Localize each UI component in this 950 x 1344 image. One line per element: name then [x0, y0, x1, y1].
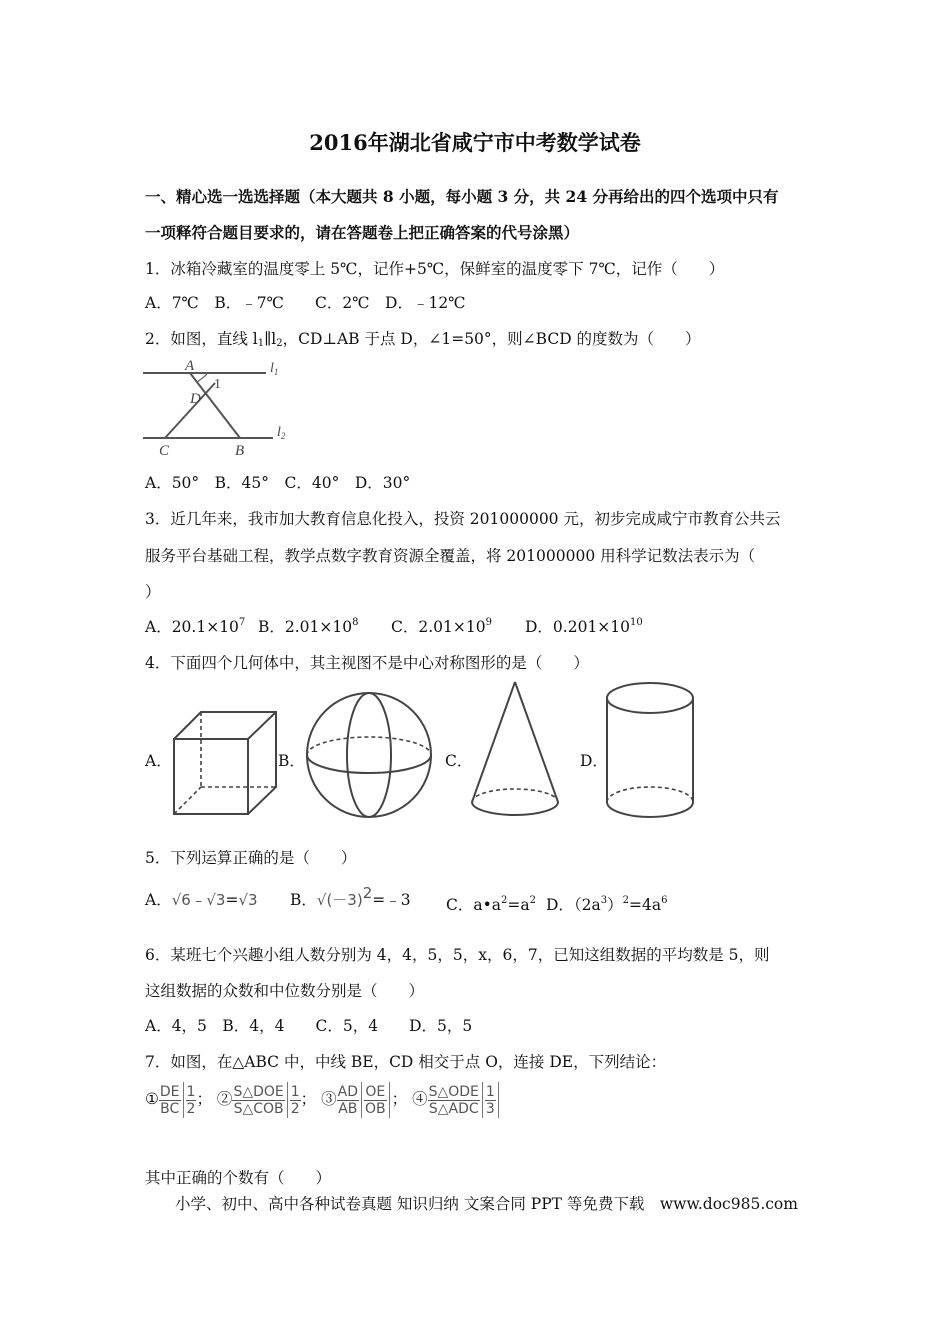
q7-tail: 其中正确的个数有（ ） [145, 1169, 332, 1187]
q2-label-l2: $l_2$ [277, 425, 286, 441]
q2-label-1: 1 [214, 377, 221, 392]
q7-conclusions [145, 1082, 501, 1118]
q4-label-d: D． [580, 752, 608, 770]
conclusion-2: ② $\frac{\text{S△DOE}}{\text{S△COB}}$ $\frac{1}{2}$ ； [216, 1083, 317, 1117]
q2-label-B: B [235, 443, 245, 459]
q1-stem: 1．冰箱冷藏室的温度零上 5℃，记作+5℃，保鲜室的温度零下 7℃，记作（ ） [145, 260, 725, 278]
q7-stem: 7．如图，在△ABC 中，中线 BE，CD 相交于点 O，连接 DE，下列结论： [145, 1053, 667, 1071]
q2-stem: 2．如图，直线 $l_1\parallel l_2$，CD⊥AB 于点 D，∠1=50°，则∠BCD 的度数为（ ） [145, 330, 701, 349]
q3-option-c: C．$2.01\times 10^9$ [391, 617, 492, 636]
q2-label-D: D [190, 391, 201, 407]
q2-label-l1: $l_1$ [270, 361, 279, 377]
q5-option-a: A．√6﹣√3=√3 [145, 891, 258, 909]
section-heading-line1: 一、精心选一选选择题（本大题共 8 小题，每小题 3 分，共 24 分再给出的四个选项中只有 [145, 187, 779, 206]
q4-label-b: B． [278, 752, 305, 770]
q6-line1: 6．某班七个兴趣小组人数分别为 4，4，5，5，x，6，7，已知这组数据的平均数是 5，则 [145, 946, 770, 964]
q3-line1: 3．近几年来，我市加大教育信息化投入，投资 201000000 元，初步完成咸宁市教育公共云 [145, 510, 781, 528]
q3-option-a: A．$20.1\times 10^7$ [145, 617, 246, 636]
q2-figure [143, 356, 288, 458]
cylinder-figure [604, 680, 696, 820]
q5-stem: 5．下列运算正确的是（ ） [145, 849, 357, 867]
q3-line3: ） [145, 583, 161, 601]
q5-option-d: D．$(2a^3)^2=4a^6$ [546, 895, 668, 914]
q3-line2: 服务平台基础工程，教学点数字教育资源全覆盖，将 201000000 用科学记数法表示为（ [145, 547, 756, 565]
q3-option-d: D．$0.201\times 10^{10}$ [525, 617, 643, 636]
q6-line2: 这组数据的众数和中位数分别是（ ） [145, 982, 425, 1000]
q4-label-c: C． [445, 752, 473, 770]
section-heading-line2: 一项释符合题目要求的，请在答题卷上把正确答案的代号涂黑） [145, 223, 580, 242]
q3-option-b: B．$2.01\times 10^8$ [258, 617, 359, 636]
page-title: 2016年湖北省咸宁市中考数学试卷 [309, 130, 641, 155]
conclusion-1: ① $\frac{DE}{BC}$ $\frac{1}{2}$ ； [145, 1083, 212, 1117]
q4-stem: 4．下面四个几何体中，其主视图不是中心对称图形的是（ ） [145, 654, 589, 672]
cube-figure [168, 710, 280, 816]
q1-options: A．7℃ B．﹣7℃ C．2℃ D．﹣12℃ [145, 294, 466, 312]
conclusion-4: ④ $\frac{\text{S△ODE}}{\text{S△ADC}}$ $\frac{1}{3}$ [412, 1090, 501, 1108]
q2-label-A: A [185, 358, 195, 374]
sphere-figure [304, 690, 434, 820]
q5-option-b: B．$√(-3)^2=﹣3$ [290, 884, 411, 909]
conclusion-3: ③ $\frac{AD}{AB}$ $\frac{OE}{OB}$ ； [321, 1083, 408, 1117]
q6-options: A．4，5 B．4，4 C．5，4 D．5，5 [145, 1017, 473, 1035]
cone-figure [470, 680, 562, 820]
q2-label-C: C [159, 443, 170, 459]
q4-label-a: A． [145, 752, 172, 770]
footer: 小学、初中、高中各种试卷真题 知识归纳 文案合同 PPT 等免费下载 www.doc985.com [175, 1195, 798, 1213]
q2-options: A．50° B．45° C．40° D．30° [145, 474, 411, 492]
q5-option-c: C．$a•a^2=a^2$ [446, 895, 536, 914]
